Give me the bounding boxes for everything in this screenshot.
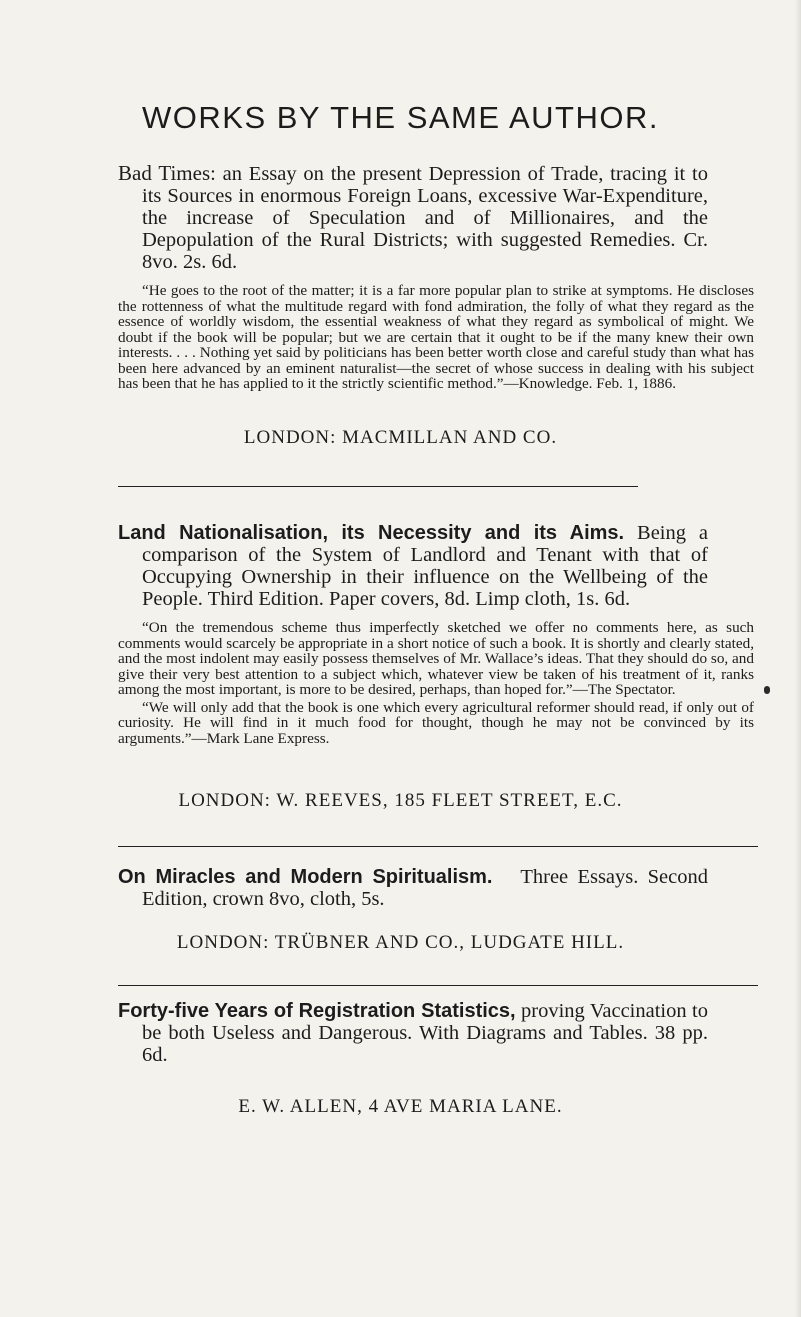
publisher-imprint: E. W. ALLEN, 4 AVE MARIA LANE.	[238, 1096, 563, 1117]
review-quote: “We will only add that the book is one which every agricultural reformer should read, if only out of curiosity. He will find in it much food for thought, though he may not be convinced by its arguments.”—Mark Lane Express.	[118, 698, 754, 747]
divider-rule	[118, 486, 638, 487]
publisher-imprint: LONDON: TRÜBNER AND CO., LUDGATE HILL.	[176, 932, 625, 953]
entry-land-nationalisation	[0, 522, 801, 746]
publisher-imprint: LONDON: MACMILLAN AND CO.	[243, 427, 558, 448]
page-heading: WORKS BY THE SAME AUTHOR.	[142, 100, 659, 135]
entry-title	[118, 522, 708, 610]
entry-title-lead: Bad Times	[118, 161, 211, 185]
publisher-imprint: LONDON: W. REEVES, 185 FLEET STREET, E.C.	[178, 790, 623, 811]
entry-title-lead: Land Nationalisation, its Necessity and its Aims.	[118, 522, 625, 544]
divider-rule	[118, 846, 758, 847]
entry-title-rest: Three Essays. Second Edition, crown 8vo, cloth, 5s.	[142, 866, 709, 910]
divider-rule	[118, 985, 758, 986]
entry-title-rest: Being a comparison of the System of Landlord and Tenant with that of Occupying Ownership in their influence on the Wellbeing of the People. Third Edition. Paper covers, 8d. Limp cloth, 1s. 6d.	[142, 522, 709, 610]
entry-miracles	[0, 866, 801, 910]
entry-title-rest: proving Vaccination to be both Useless and Dangerous. With Diagrams and Tables. 38 pp. 6d.	[142, 1000, 708, 1066]
entry-title-lead: On Miracles and Modern Spiritualism.	[118, 866, 493, 888]
entry-title-lead: Forty-five Years of Registration Statistics,	[118, 1000, 516, 1022]
entry-bad-times	[0, 162, 801, 392]
page-edge-shadow	[795, 0, 801, 1317]
review-quote: “On the tremendous scheme thus imperfectly sketched we offer no comments here, as such comments would scarcely be appropriate in a short notice of such a book. It is shortly and clearly stated, and the most indolent may easily possess themselves of Mr. Wallace’s ideas. That they should do so, and give their very best attention to a subject which, whatever view be taken of his treatment of it, ranks among the most important, is more to be desired, perhaps, than hoped for.”—The Spectator.	[118, 619, 754, 698]
entry-registration-statistics	[0, 1000, 801, 1066]
review-quote: “He goes to the root of the matter; it is a far more popular plan to strike at symptoms. He discloses the rottenness of what the multitude regard with fond admiration, the folly of what they regard as the essence of worldly wisdom, the essential weakness of what they regard as symbolical of might. We doubt if the book will be popular; but we are certain that it ought to be if the many knew their own interests. . . . Nothing yet said by politicians has been better worth close and careful study than what has been here advanced by an eminent naturalist—the secret of whose success in dealing with his subject has been that he has applied to it the strictly scientific method.”—Knowledge. Feb. 1, 1886.	[118, 282, 754, 392]
entry-title-rest: : an Essay on the present Depression of Trade, tracing it to its Sources in enormous Foreign Loans, excessive War-Expenditure, the increase of Speculation and of Millionaires, and the Depopulation of the Rural Districts; with suggested Remedies. Cr. 8vo. 2s. 6d.	[142, 163, 708, 273]
entry-title	[118, 162, 708, 273]
entry-title	[118, 1000, 708, 1066]
ink-spot	[764, 686, 770, 694]
entry-title	[118, 866, 708, 910]
